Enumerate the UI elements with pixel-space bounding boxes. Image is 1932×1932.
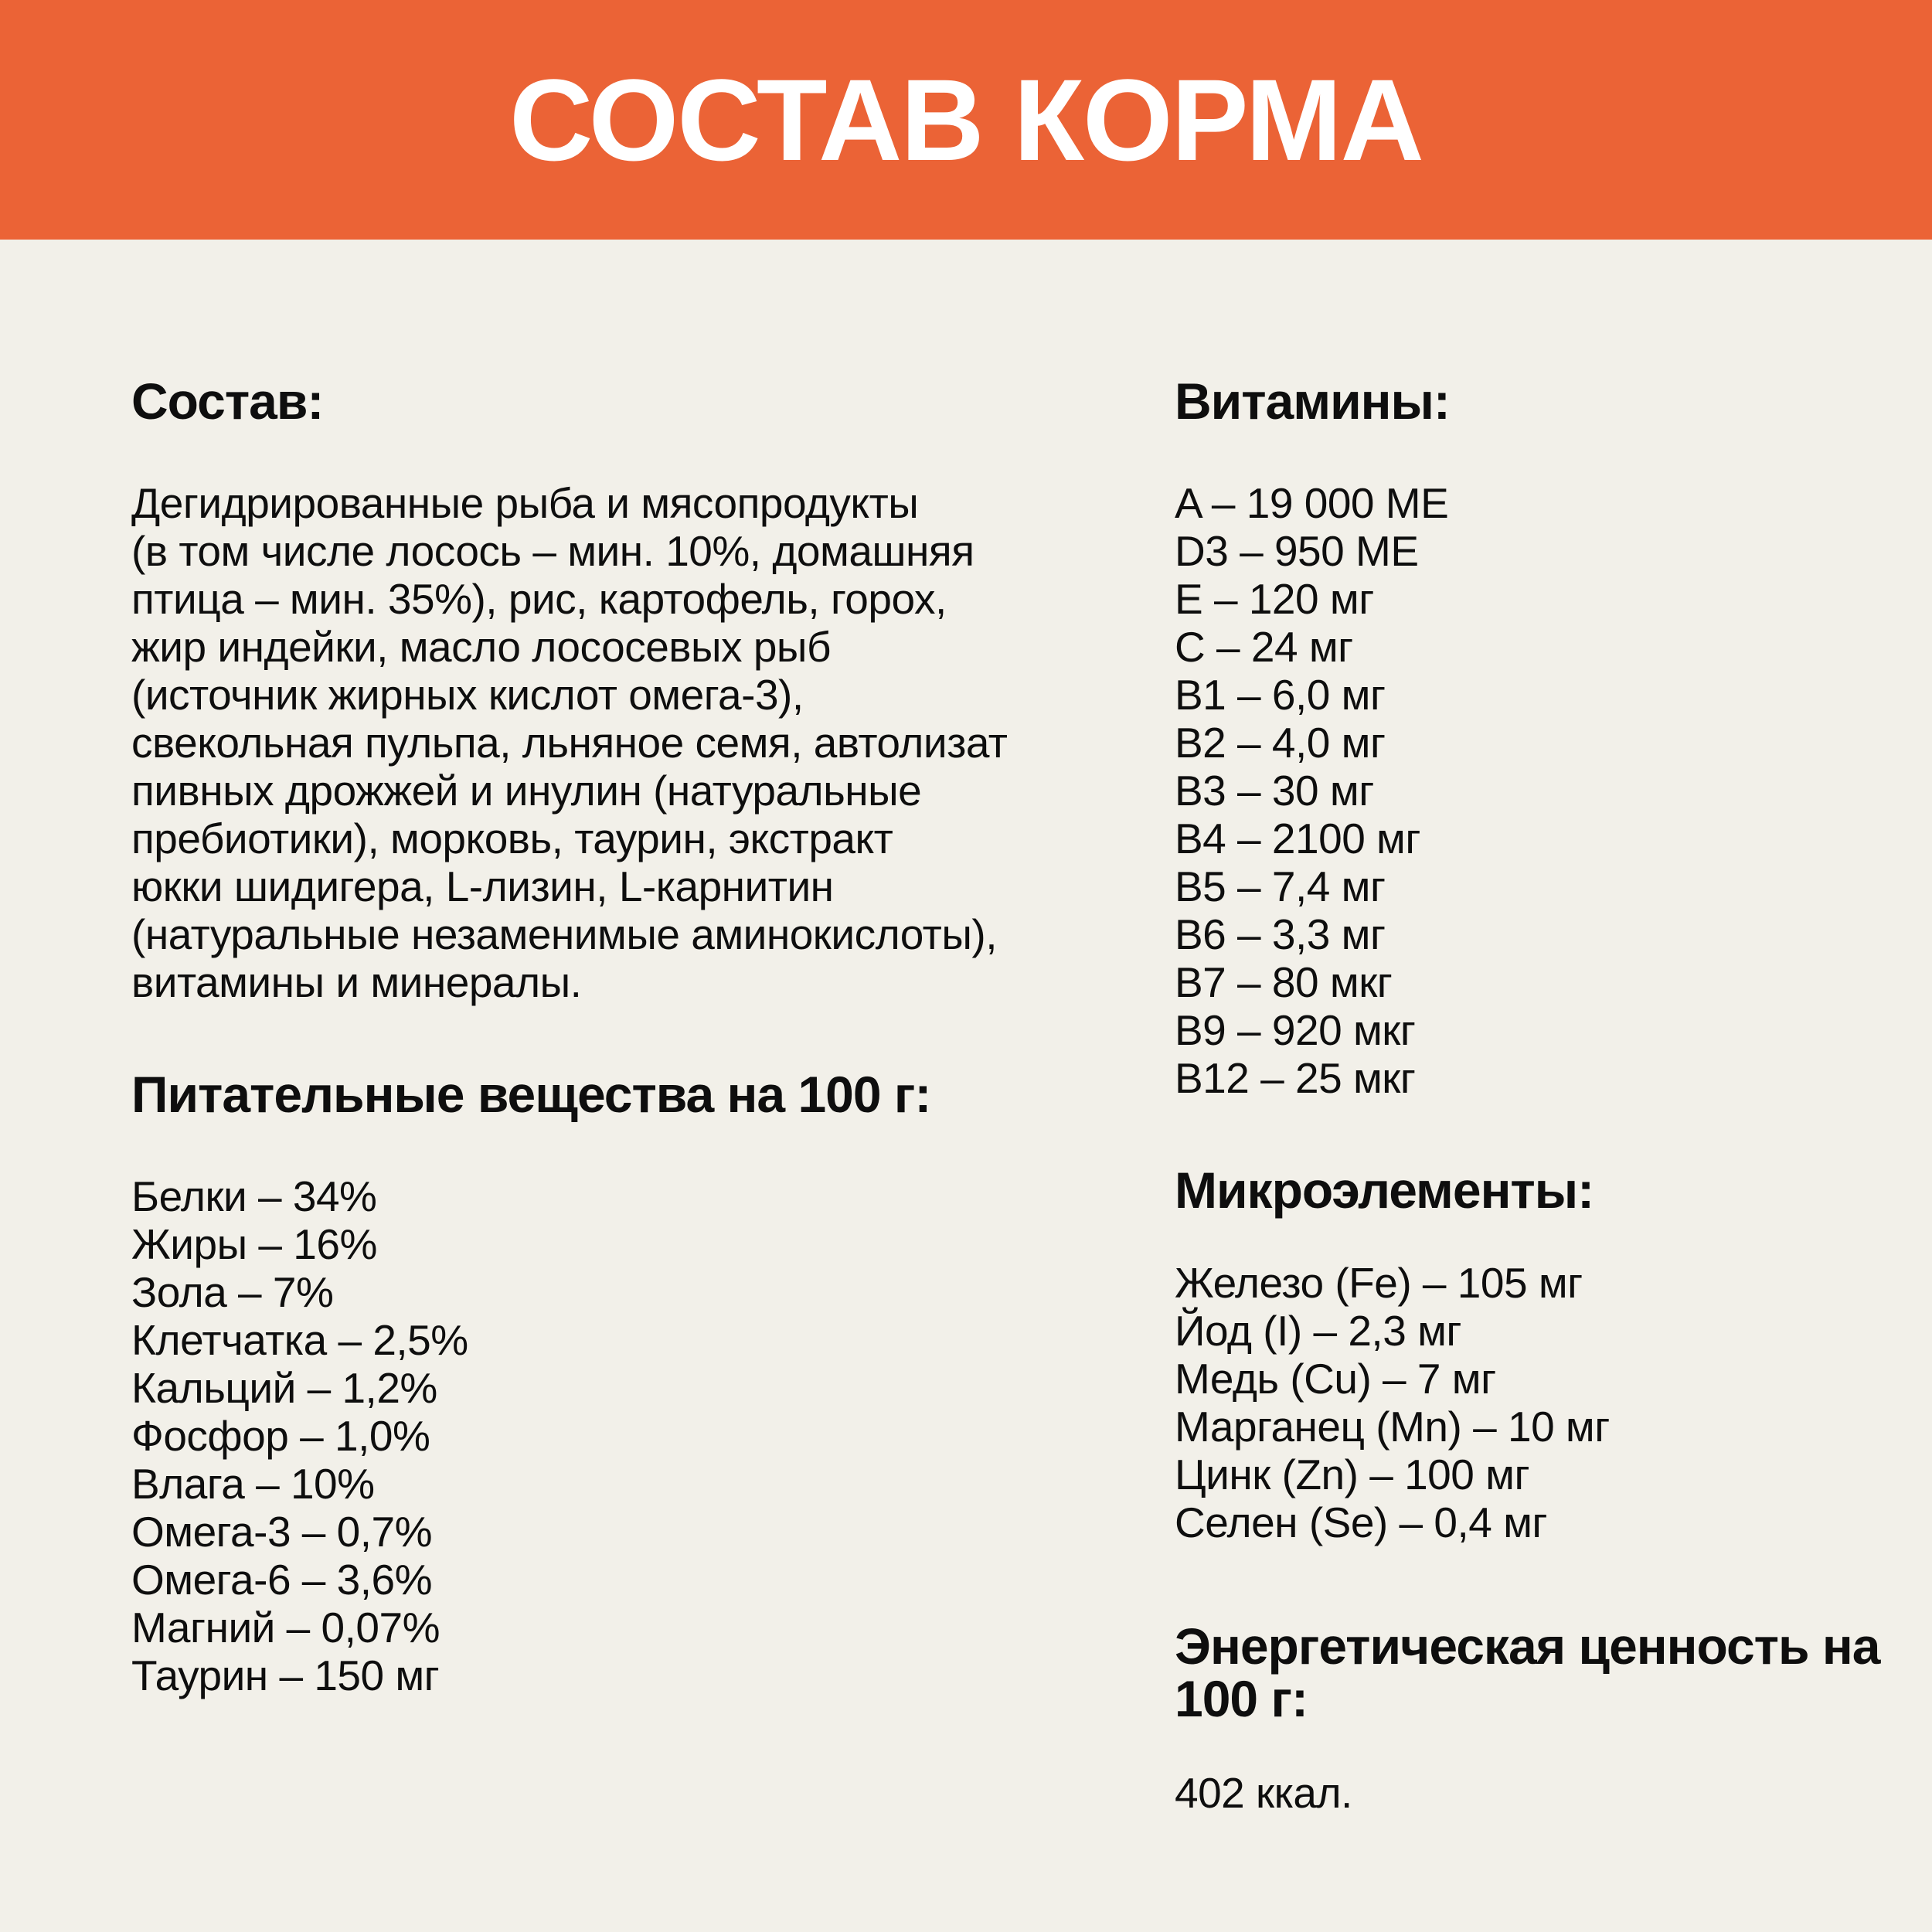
nutrient-item: Фосфор – 1,0% [131,1412,430,1460]
composition-line: пивных дрожжей и инулин (натуральные [131,767,922,815]
composition-text [131,479,1097,1006]
mineral-item: Железо (Fe) – 105 мг [1175,1259,1583,1307]
mineral-item: Цинк (Zn) – 100 мг [1175,1451,1530,1498]
vitamin-item: B1 – 6,0 мг [1175,671,1386,719]
content [0,240,1932,1817]
composition-line: свекольная пульпа, льняное семя, автолизат [131,719,1008,767]
energy-value: 402 ккал. [1175,1769,1352,1817]
nutrient-item: Омега-3 – 0,7% [131,1508,433,1556]
mineral-item: Марганец (Mn) – 10 мг [1175,1403,1610,1451]
composition-line: юкки шидигера, L-лизин, L-карнитин [131,862,834,910]
vitamin-item: B3 – 30 мг [1175,767,1374,815]
minerals-list [1175,1259,1893,1546]
composition-line: (натуральные незаменимые аминокислоты), [131,910,998,958]
nutrient-item: Таурин – 150 мг [131,1651,440,1699]
mineral-item: Медь (Cu) – 7 мг [1175,1355,1496,1403]
vitamins-heading: Витамины: [1175,372,1450,430]
right-column [1175,372,1893,1817]
nutrient-item: Клетчатка – 2,5% [131,1316,468,1364]
nutrient-item: Зола – 7% [131,1268,334,1316]
composition-line: птица – мин. 35%), рис, картофель, горох, [131,575,947,623]
nutrient-item: Влага – 10% [131,1460,375,1508]
mineral-item: Йод (I) – 2,3 мг [1175,1307,1461,1355]
composition-heading: Состав: [131,372,324,430]
vitamin-item: B9 – 920 мкг [1175,1006,1416,1054]
nutrient-item: Омега-6 – 3,6% [131,1556,433,1604]
vitamin-item: B4 – 2100 мг [1175,815,1420,862]
nutrient-item: Белки – 34% [131,1172,377,1220]
minerals-heading: Микроэлементы: [1175,1162,1594,1219]
vitamin-item: B12 – 25 мкг [1175,1054,1416,1102]
nutrient-item: Кальций – 1,2% [131,1364,437,1412]
vitamin-item: D3 – 950 МЕ [1175,527,1419,575]
vitamin-item: B6 – 3,3 мг [1175,910,1386,958]
vitamin-item: B2 – 4,0 мг [1175,719,1386,767]
composition-line: жир индейки, масло лососевых рыб [131,623,831,671]
composition-line: пребиотики), морковь, таурин, экстракт [131,815,893,862]
left-column [131,372,1097,1699]
vitamin-item: C – 24 мг [1175,623,1353,671]
nutrient-item: Магний – 0,07% [131,1604,440,1651]
energy-heading: Энергетическая ценность на 100 г: [1175,1617,1880,1727]
nutrient-item: Жиры – 16% [131,1220,377,1268]
vitamin-item: E – 120 мг [1175,575,1374,623]
composition-line: витамины и минералы. [131,958,582,1006]
nutrients-list [131,1172,1097,1699]
composition-line: (источник жирных кислот омега-3), [131,671,804,719]
composition-line: Дегидрированные рыба и мясопродукты [131,479,919,527]
header-banner [0,0,1932,240]
vitamin-item: B5 – 7,4 мг [1175,862,1386,910]
nutrients-heading: Питательные вещества на 100 г: [131,1066,931,1123]
vitamins-list [1175,479,1893,1102]
vitamin-item: B7 – 80 мкг [1175,958,1393,1006]
page-title: СОСТАВ КОРМА [509,54,1423,185]
composition-line: (в том числе лосось – мин. 10%, домашняя [131,527,975,575]
vitamin-item: A – 19 000 МЕ [1175,479,1449,527]
mineral-item: Селен (Se) – 0,4 мг [1175,1498,1547,1546]
